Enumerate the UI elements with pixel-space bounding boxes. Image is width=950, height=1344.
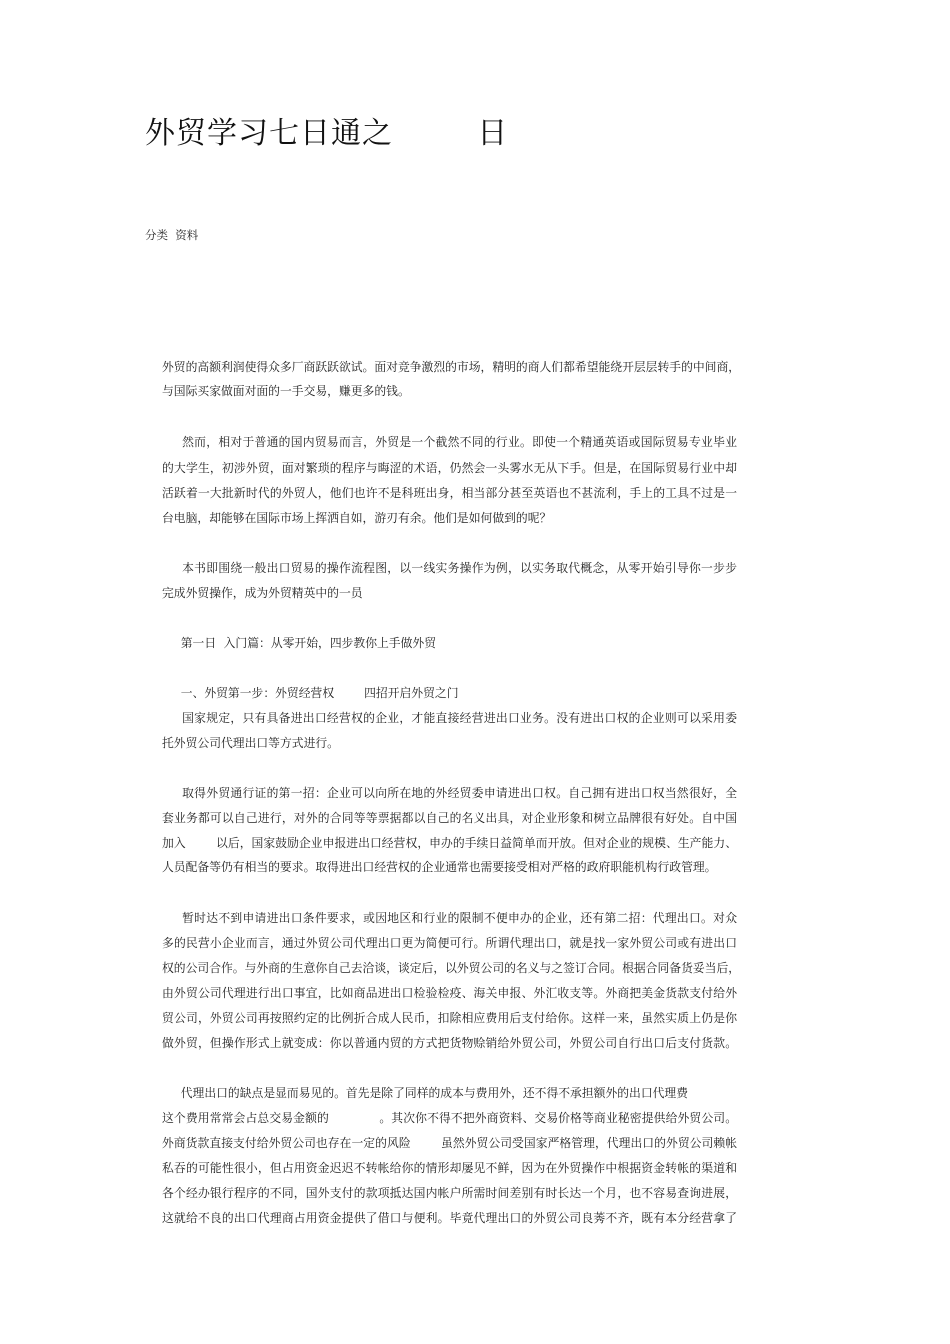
body-line: 活跃着一大批新时代的外贸人，他们也许不是科班出身，相当部分甚至英语也不甚流利，手上的工具不过是一 [162,486,737,500]
body-line: 这个费用常常会占总交易金额的 。其次你不得不把外商资料、交易价格等商业秘密提供给外贸公司。 [162,1111,737,1125]
body-line: 多的民营小企业而言，通过外贸公司代理出口更为简便可行。所谓代理出口，就是找一家外贸公司或有进出口 [162,936,737,950]
body-line: 套业务都可以自己进行，对外的合同等等票据都以自己的名义出具，对企业形象和树立品牌很有好处。自中国 [162,811,737,825]
body-line: 由外贸公司代理进行出口事宜，比如商品进出口检验检疫、海关申报、外汇收支等。外商把美金货款支付给外 [162,986,737,1000]
body-line: 加入 以后，国家鼓励企业申报进出口经营权，申办的手续日益简单而开放。但对企业的规模、生产能力、 [162,836,737,850]
body-line: 与国际买家做面对面的一手交易，赚更多的钱。 [162,384,410,398]
body-line: 代理出口的缺点是显而易见的。首先是除了同样的成本与费用外，还不得不承担额外的出口代理费 [162,1086,689,1100]
body-line: 台电脑，却能够在国际市场上挥洒自如，游刃有余。他们是如何做到的呢？ [162,511,552,525]
body-line: 本书即围绕一般出口贸易的操作流程图，以一线实务操作为例，以实务取代概念，从零开始引导你一步步 [162,561,737,575]
document-title: 外贸学习七日通之 日 [145,116,509,151]
body-line: 外贸的高额利润使得众多厂商跃跃欲试。面对竞争激烈的市场，精明的商人们都希望能绕开层层转手的中间商， [162,360,741,374]
body-line: 暂时达不到申请进出口条件要求，或因地区和行业的限制不便申办的企业，还有第二招：代理出口。对众 [162,911,737,925]
body-line: 各个经办银行程序的不同，国外支付的款项抵达国内帐户所需时间差别有时长达一个月，也不容易查询进展， [162,1186,737,1200]
body-line: 做外贸，但操作形式上就变成：你以普通内贸的方式把货物赊销给外贸公司，外贸公司自行出口后支付货款。 [162,1036,737,1050]
body-line: 完成外贸操作，成为外贸精英中的一员 [162,586,363,600]
body-line: 贸公司，外贸公司再按照约定的比例折合成人民币，扣除相应费用后支付给你。这样一来，虽然实质上仍是你 [162,1011,737,1025]
body-line: 外商货款直接支付给外贸公司也存在一定的风险 虽然外贸公司受国家严格管理，代理出口的外贸公司赖帐 [162,1136,737,1150]
body-line: 国家规定，只有具备进出口经营权的企业，才能直接经营进出口业务。没有进出口权的企业则可以采用委 [162,711,737,725]
section-heading: 第一日 入门篇：从零开始，四步教你上手做外贸 [162,636,436,650]
body-line: 人员配备等仍有相当的要求。取得进出口经营权的企业通常也需要接受相对严格的政府职能机构行政管理。 [162,860,717,874]
body-line: 私吞的可能性很小，但占用资金迟迟不转帐给你的情形却屡见不鲜，因为在外贸操作中根据资金转帐的渠道和 [162,1161,737,1175]
body-line: 这就给不良的出口代理商占用资金提供了借口与便利。毕竟代理出口的外贸公司良莠不齐，既有本分经营拿了 [162,1211,737,1225]
category-label: 分类 资料 [145,228,199,242]
body-line: 权的公司合作。与外商的生意你自己去洽谈，谈定后，以外贸公司的名义与之签订合同。根据合同备货妥当后， [162,961,741,975]
subsection-heading: 一、外贸第一步：外贸经营权 四招开启外贸之门 [162,686,459,700]
body-line: 的大学生，初涉外贸，面对繁琐的程序与晦涩的术语，仍然会一头雾水无从下手。但是，在国际贸易行业中却 [162,461,737,475]
body-line: 取得外贸通行证的第一招：企业可以向所在地的外经贸委申请进出口权。自己拥有进出口权当然很好，全 [162,786,737,800]
body-line: 然而，相对于普通的国内贸易而言，外贸是一个截然不同的行业。即使一个精通英语或国际贸易专业毕业 [162,435,737,449]
body-line: 托外贸公司代理出口等方式进行。 [162,736,339,750]
